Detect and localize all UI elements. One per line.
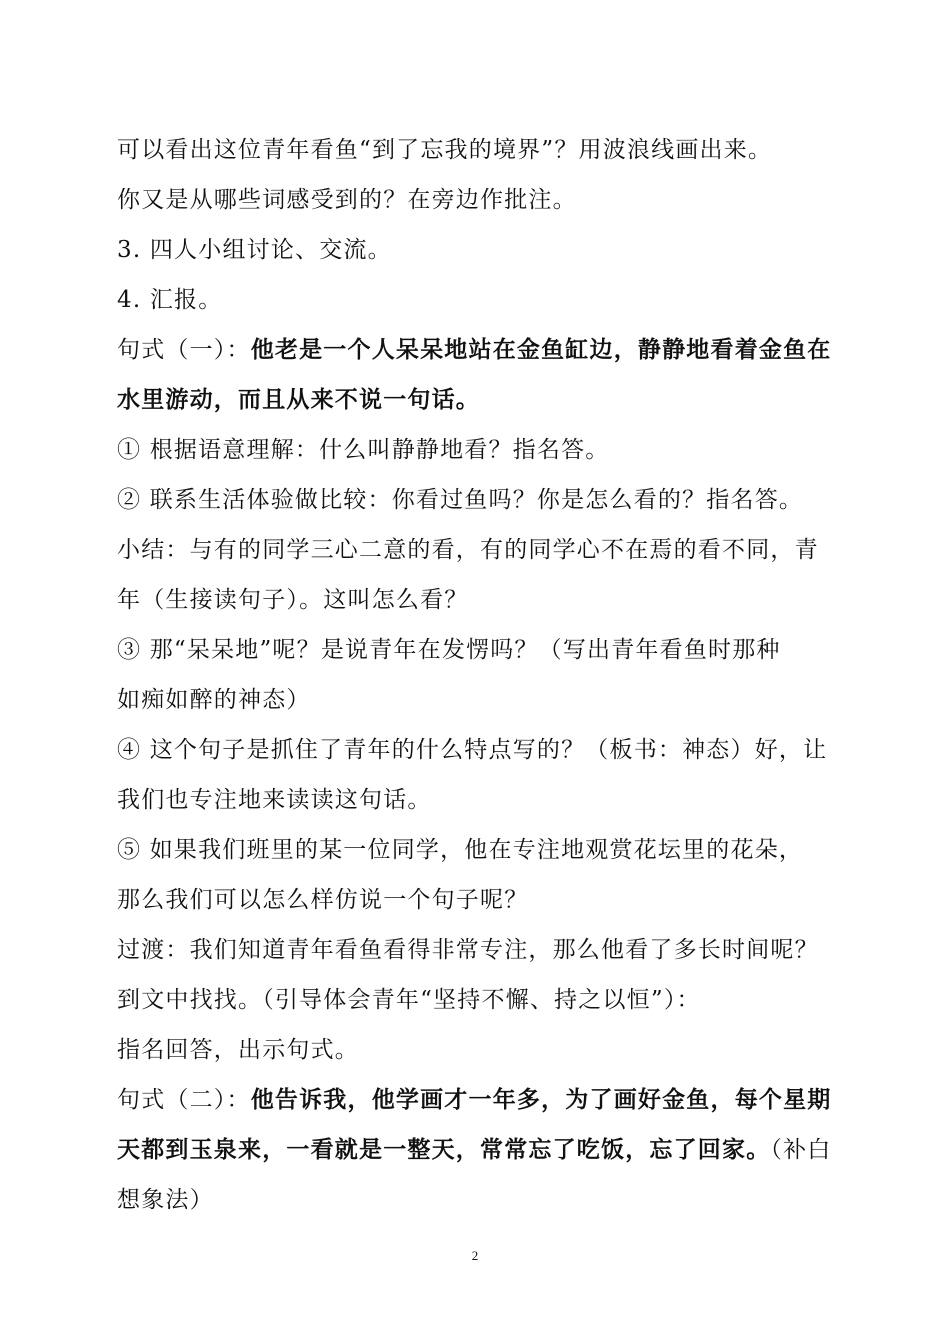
text-line: 可以看出这位青年看鱼“到了忘我的境界”？用波浪线画出来。: [117, 137, 773, 163]
page-number: 2: [471, 1248, 479, 1263]
question-item: ② 联系生活体验做比较：你看过鱼吗？你是怎么看的？指名答。: [117, 487, 804, 513]
quoted-sentence: 水里游动，而且从来不说一句话。: [117, 386, 480, 413]
question-item: 如痴如醉的神态）: [117, 687, 311, 713]
sentence-pattern-1: [117, 335, 832, 365]
text-line: 你又是从哪些词感受到的？在旁边作批注。: [117, 187, 577, 213]
method-note: 想象法）: [117, 1187, 214, 1213]
question-item: 那么我们可以怎么样仿说一个句子呢？: [117, 887, 529, 913]
sentence-pattern-2-cont: [117, 1135, 832, 1165]
question-item: ④ 这个句子是抓住了青年的什么特点写的？（板书：神态）好，让: [117, 737, 828, 763]
quoted-sentence: 他老是一个人呆呆地站在金鱼缸边，静静地看着金鱼在: [250, 336, 832, 363]
quoted-sentence: 天都到玉泉来，一看就是一整天，常常忘了吃饭，忘了回家。: [117, 1136, 771, 1163]
method-note: （补白: [770, 1137, 832, 1163]
summary-text: 小结：与有的同学三心二意的看，有的同学心不在焉的看不同，青: [117, 537, 819, 563]
pattern-label: 句式（二）：: [117, 1087, 251, 1113]
list-item: 3. 四人小组讨论、交流。: [117, 237, 392, 263]
question-item: ③ 那“呆呆地”呢？是说青年在发愣吗？（写出青年看鱼时那种: [117, 637, 781, 663]
transition-text: 指名回答，出示句式。: [117, 1037, 359, 1063]
question-item: 我们也专注地来读读这句话。: [117, 787, 432, 813]
summary-text: 年（生接读句子）。这叫怎么看？: [117, 587, 469, 613]
transition-text: 过渡：我们知道青年看鱼看得非常专注，那么他看了多长时间呢？: [117, 937, 819, 963]
list-item: 4. 汇报。: [117, 287, 223, 313]
question-item: ① 根据语意理解：什么叫静静地看？指名答。: [117, 437, 610, 463]
quoted-sentence: 他告诉我，他学画才一年多，为了画好金鱼，每个星期: [250, 1086, 832, 1113]
pattern-label: 句式（一）：: [117, 337, 251, 363]
transition-text: 到文中找找。（引导体会青年“坚持不懈、持之以恒”）：: [117, 987, 701, 1013]
sentence-pattern-2: [117, 1085, 832, 1115]
question-item: ⑤ 如果我们班里的某一位同学，他在专注地观赏花坛里的花朵，: [117, 837, 804, 863]
